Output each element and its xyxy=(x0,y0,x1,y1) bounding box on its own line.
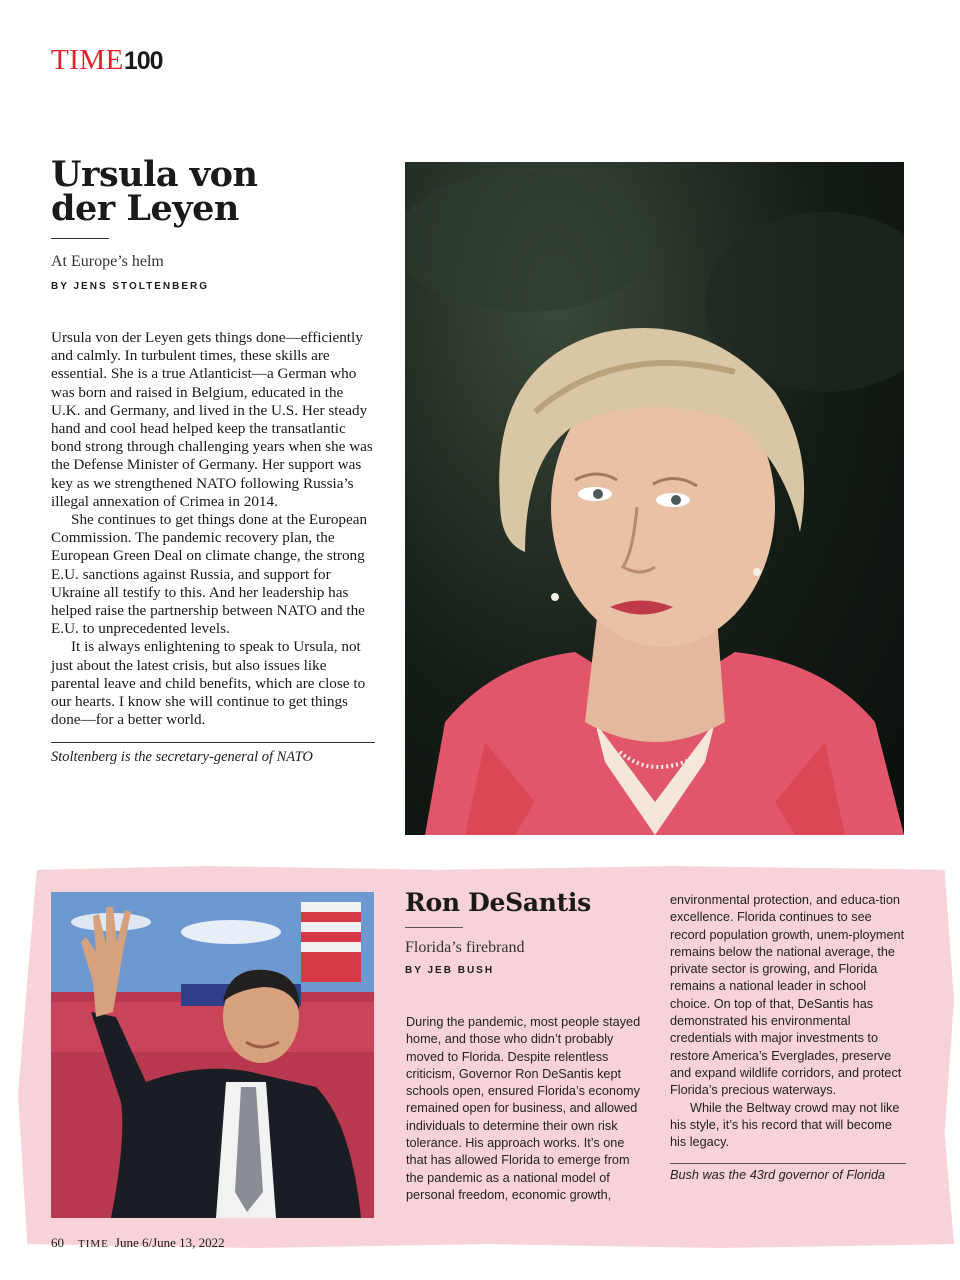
dek: At Europe’s helm xyxy=(51,253,164,270)
byline: BY JEB BUSH xyxy=(405,965,495,976)
headline-line1: Ursula von xyxy=(51,154,258,195)
credit-rule xyxy=(51,742,375,743)
footer-magazine: TIME xyxy=(78,1238,109,1250)
photo-illustration xyxy=(51,892,374,1218)
logo-time: TIME xyxy=(51,44,124,76)
article-von-der-leyen xyxy=(51,154,375,766)
portrait-illustration xyxy=(405,162,904,835)
credit-rule xyxy=(670,1163,906,1164)
paragraph: During the pandemic, most people stayed home, and those who didn’t probably moved to Florida. Despite relentless criticism, Governor Ron DeSantis kept schools open, ensured Florida’s economy remained open for business, and allowed individuals to determine their own risk tolerance. His approach works. It’s one that has allowed Florida to emerge from the pandemic as a national model of personal freedom, economic growth, xyxy=(406,1015,641,1202)
paragraph: It is always enlightening to speak to Ursula, not just about the latest crisis, but also issues like parental leave and child benefits, which are close to our hearts. I know she will continue to get things done—for a better world. xyxy=(51,638,366,729)
paragraph: While the Beltway crowd may not like his style, it’s his record that will become his legacy. xyxy=(670,1100,900,1150)
headline-rule xyxy=(405,927,463,928)
logo-100: 100 xyxy=(123,47,163,75)
time100-logo xyxy=(51,44,163,77)
article-body-column-2 xyxy=(670,892,906,1185)
portrait-photo-von-der-leyen xyxy=(405,162,904,835)
article-body-column-1 xyxy=(406,1014,644,1204)
dek: Florida’s firebrand xyxy=(405,939,525,956)
page-footer xyxy=(51,1235,225,1251)
headline: Ron DeSantis xyxy=(405,888,591,917)
headline-line2: der Leyen xyxy=(51,188,239,229)
paragraph: Ursula von der Leyen gets things done—efficiently and calmly. In turbulent times, these skills are essential. She is a true Atlanticist—a German who was born and raised in Belgium, educated in the U.K. and Germany, and lived in the U.S. Her steady hand and cool head helped keep the transatlantic bond strong through challenging years when she was the Defense Minister of Germany. Her support was key as we strengthened NATO following Russia’s illegal annexation of Crimea in 2014. xyxy=(51,329,373,510)
byline: BY JENS STOLTENBERG xyxy=(51,281,210,292)
photo-desantis-waving xyxy=(51,892,374,1218)
headline-rule xyxy=(51,238,109,239)
author-credit: Bush was the 43rd governor of Florida xyxy=(670,1168,886,1183)
headline xyxy=(51,154,375,229)
paragraph: She continues to get things done at the European Commission. The pandemic recovery plan, the European Green Deal on climate change, the strong E.U. sanctions against Russia, and support for Ukraine all testify to this. And her leadership has helped raise the partnership between NATO and the E.U. to unprecedented levels. xyxy=(51,511,368,638)
paragraph: environmental protection, and educa-tion excellence. Florida continues to see record population growth, unem-ployment remains below the national average, the private sector is growing, and Florida remains a national leader in school choice. On top of that, DeSantis has demonstrated his environmental credentials with major investments to restore America’s Everglades, preserve and expand wildlife corridors, and protect Florida’s precious waterways. xyxy=(670,893,905,1098)
author-credit: Stoltenberg is the secretary-general of NATO xyxy=(51,749,313,766)
article-desantis-header xyxy=(405,888,645,976)
issue-date: June 6/June 13, 2022 xyxy=(114,1235,225,1250)
article-body xyxy=(51,329,375,729)
page-number: 60 xyxy=(51,1235,64,1250)
